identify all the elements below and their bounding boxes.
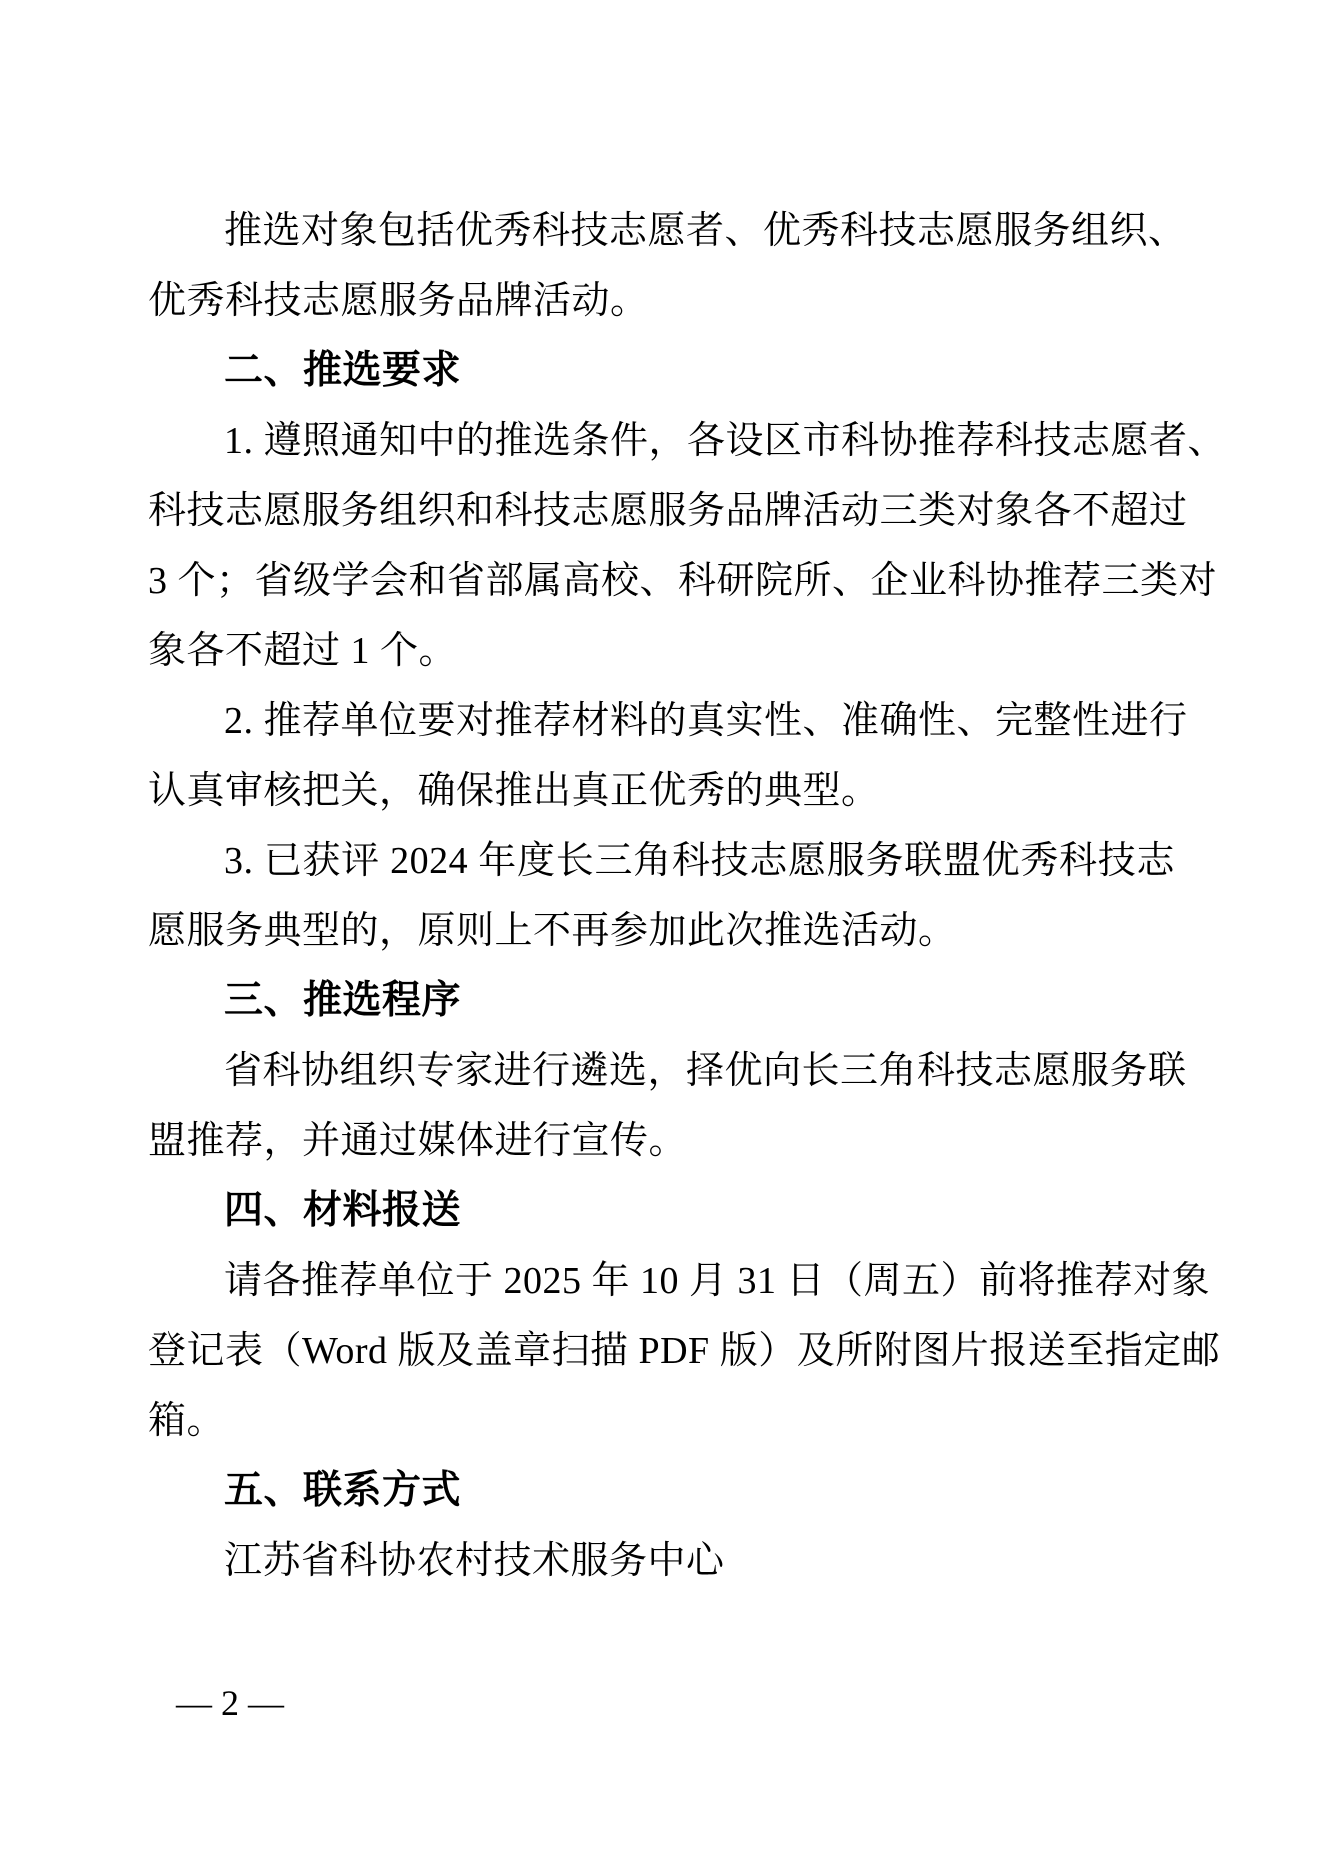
body-text-line: 优秀科技志愿服务品牌活动。 (148, 280, 649, 322)
body-text-line: 省科协组织专家进行遴选，择优向长三角科技志愿服务联 (224, 1050, 1187, 1092)
section-heading: 四、材料报送 (224, 1189, 462, 1232)
body-text-line: 请各推荐单位于 2025 年 10 月 31 日（周五）前将推荐对象 (224, 1260, 1211, 1302)
body-text-line: 盟推荐，并通过媒体进行宣传。 (148, 1120, 688, 1162)
body-text-line: 推选对象包括优秀科技志愿者、优秀科技志愿服务组织、 (224, 210, 1187, 252)
body-text-line: 科技志愿服务组织和科技志愿服务品牌活动三类对象各不超过 (148, 490, 1188, 532)
body-text-line: 认真审核把关，确保推出真正优秀的典型。 (148, 770, 880, 812)
body-text-line: 1. 遵照通知中的推选条件，各设区市科协推荐科技志愿者、 (224, 420, 1227, 462)
body-text-line: 3 个；省级学会和省部属高校、科研院所、企业科协推荐三类对 (148, 560, 1218, 602)
section-heading: 三、推选程序 (224, 979, 462, 1022)
body-text-line: 登记表（Word 版及盖章扫描 PDF 版）及所附图片报送至指定邮 (148, 1330, 1221, 1372)
document-body (148, 196, 1227, 1596)
section-heading: 五、联系方式 (224, 1469, 462, 1512)
body-text-line: 箱。 (148, 1400, 226, 1442)
page-number: — 2 — (176, 1683, 284, 1723)
body-text-line: 江苏省科协农村技术服务中心 (224, 1540, 725, 1582)
body-text-line: 3. 已获评 2024 年度长三角科技志愿服务联盟优秀科技志 (224, 840, 1175, 882)
body-text-line: 愿服务典型的，原则上不再参加此次推选活动。 (148, 910, 957, 952)
body-text-line: 象各不超过 1 个。 (148, 630, 458, 672)
section-heading: 二、推选要求 (224, 349, 462, 392)
body-text-line: 2. 推荐单位要对推荐材料的真实性、准确性、完整性进行 (224, 700, 1188, 742)
